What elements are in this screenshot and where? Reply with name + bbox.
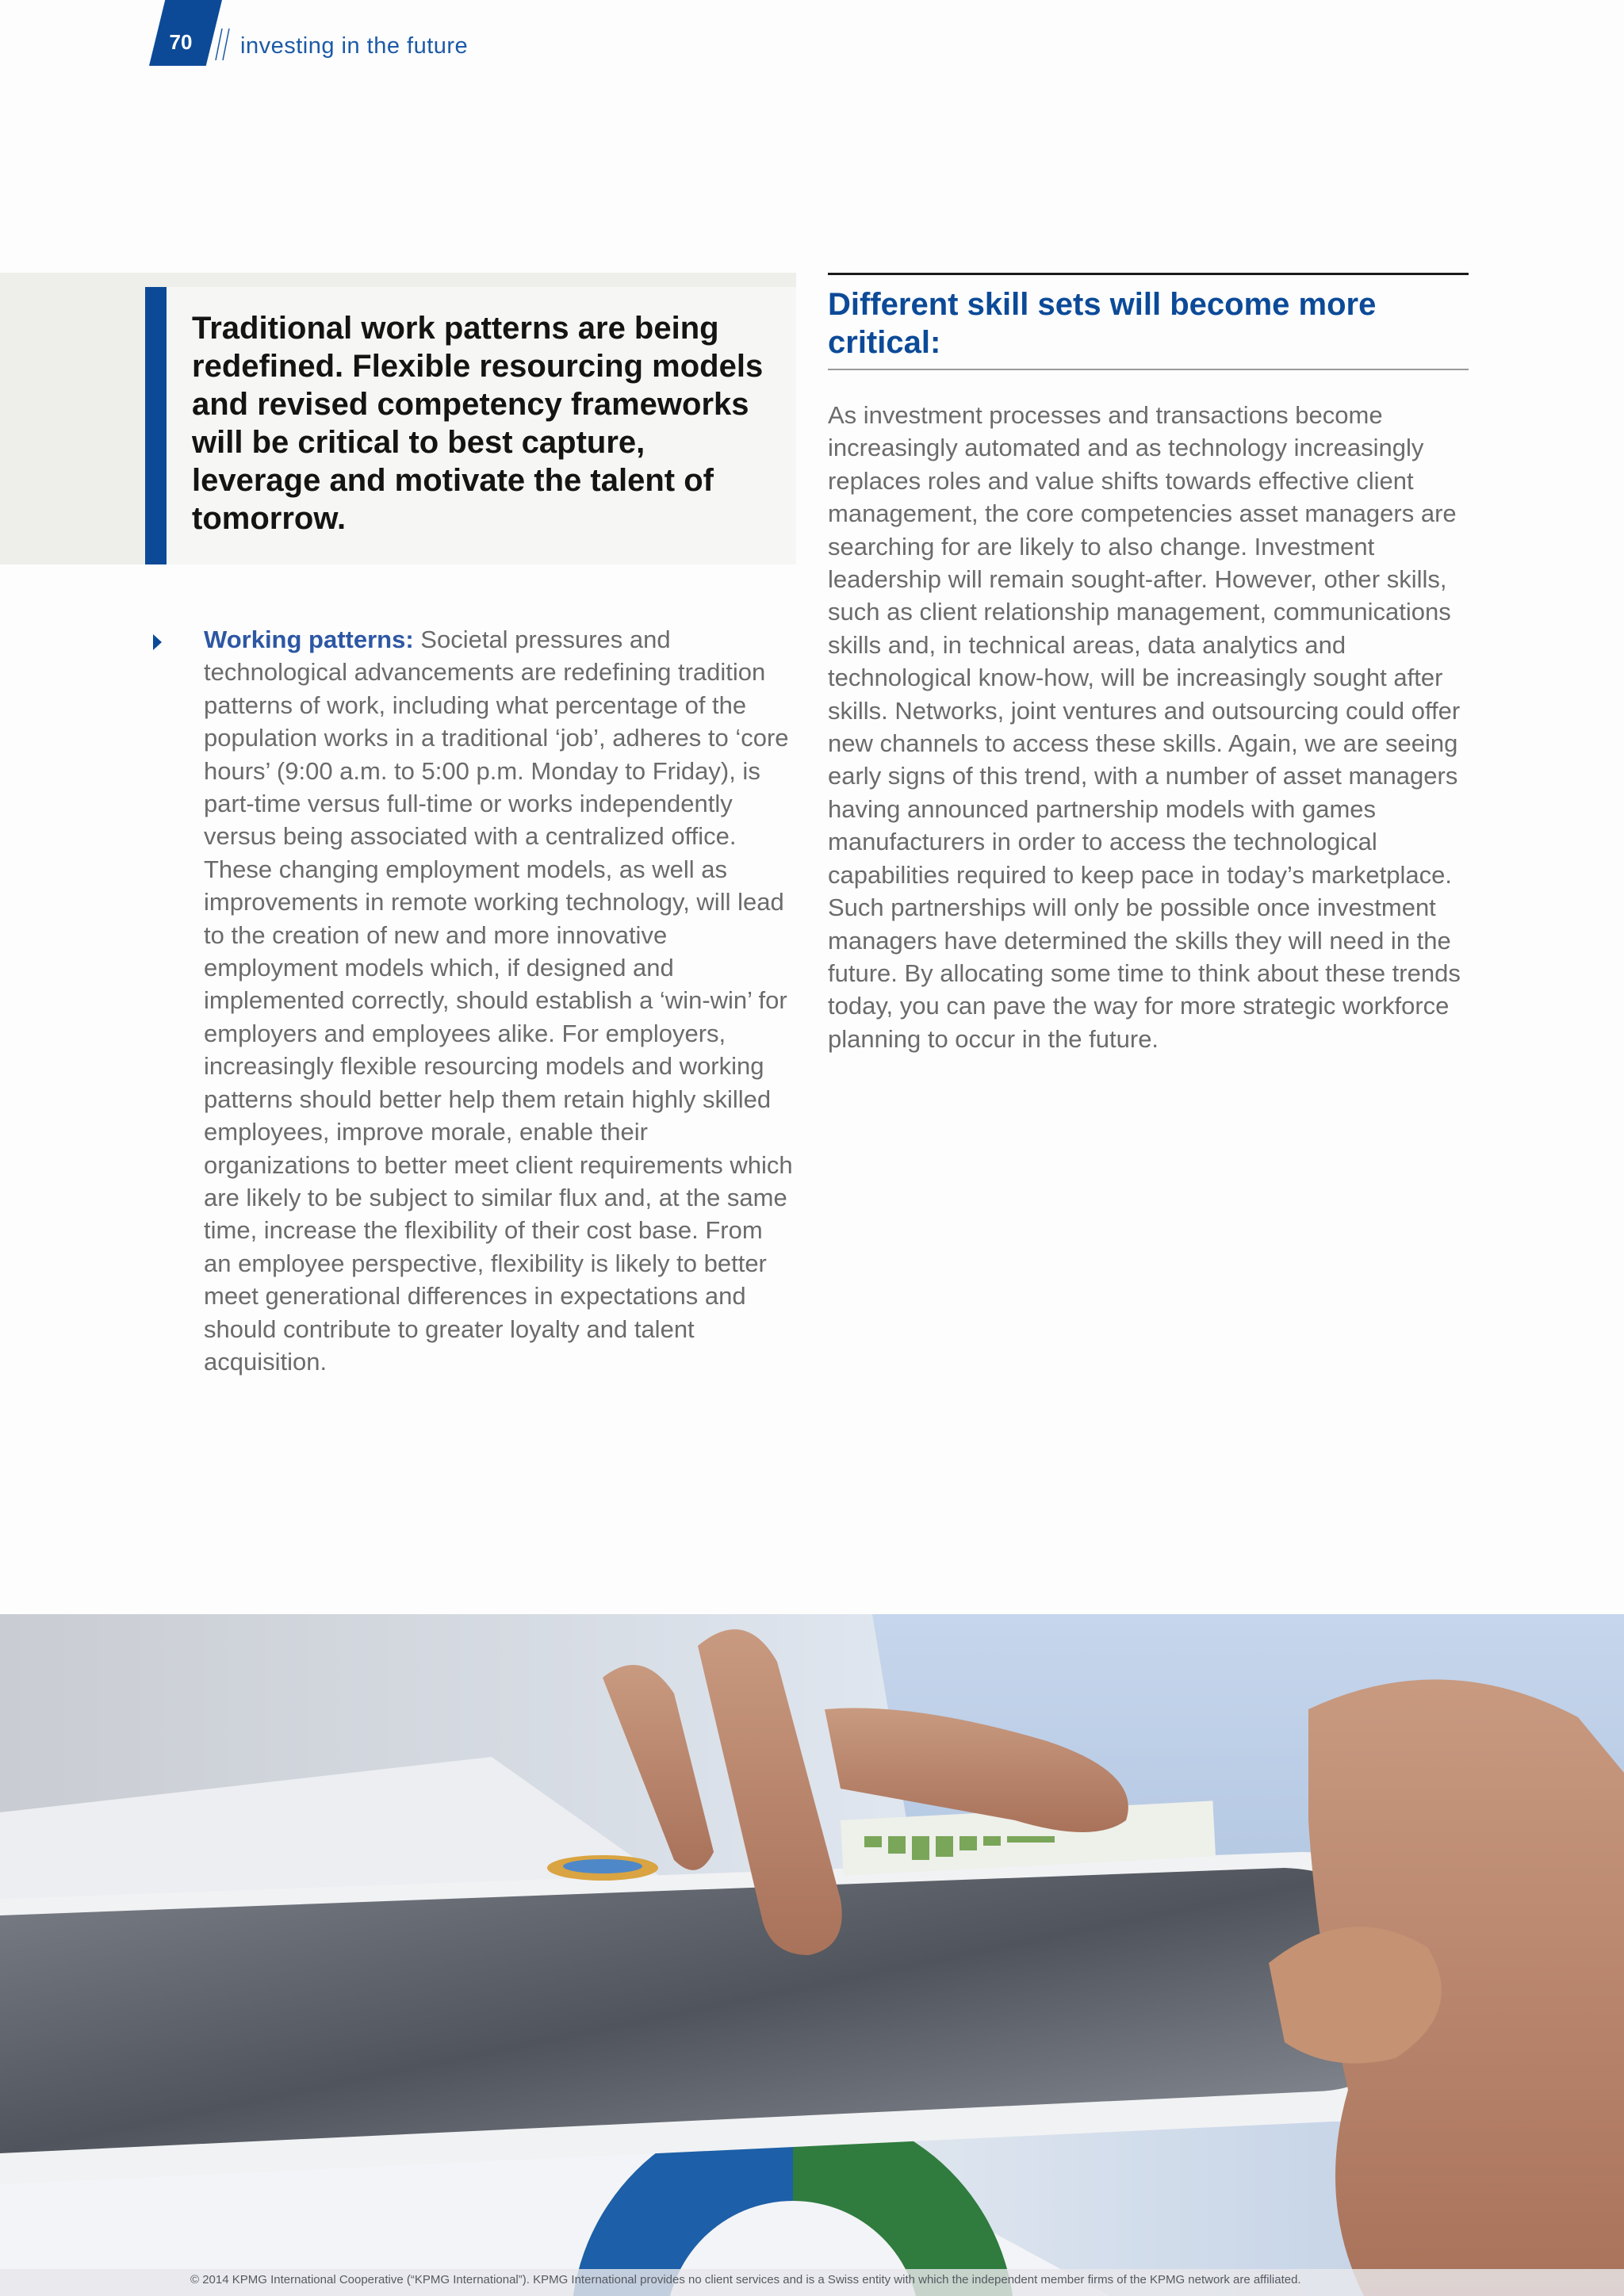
tablet-photo [0,1614,1624,2296]
heading-top-rule [828,273,1469,275]
callout-quote: Traditional work patterns are being redefined. Flexible resourcing models and revised competency frameworks will be critical to best capture, leverage and motivate the talent of tomorrow. [192,311,764,536]
double-slash-divider [214,27,232,62]
callout-accent-bar [145,287,167,564]
tablet-photo-illustration [0,1614,1624,2296]
section-title: investing in the future [240,33,469,59]
bullet-arrow-icon [153,634,162,650]
page-number: 70 [169,30,193,54]
footer-copyright: © 2014 KPMG International Cooperative (“KPMG International”). KPMG International provides no client services and is a Swiss entity with which the independent member firms of the KPMG network are affiliated. [190,2273,1301,2286]
lead-term: Working patterns: [204,626,414,653]
heading-bottom-rule [828,369,1469,370]
working-patterns-body: Societal pressures and technological advancements are redefining tradition patterns of work, including what percentage of the population works in a traditional ‘job’, adheres to ‘core hours’ (9:00 a.m. to 5:00 p.m. Monday to Friday), is part-time versus full-time or works independently versus being associated with a centralized office. These changing employment models, as well as improvements in remote working technology, will lead to the creation of new and more innovative employment models which, if designed and implemented correctly, should establish a ‘win-win’ for employers and employees alike. For employers, increasingly flexible resourcing models and working patterns should better help them retain highly skilled employees, improve morale, enable their organizations to better meet client requirements which are likely to be subject to similar flux and, at the same time, increase the flexibility of their cost base. From an employee perspective, flexibility is likely to better meet generational differences in expectations and should contribute to greater loyalty and talent acquisition. [204,626,793,1376]
section-heading: Different skill sets will become more critical: [828,287,1377,360]
skill-sets-paragraph: As investment processes and transactions become increasingly automated and as technology increasingly replaces roles and value shifts towards effective client management, the core competencies asset managers are searching for are likely to also change. Investment leadership will remain sought-after. However, other skills, such as client relationship management, communications skills and, in technical areas, data analytics and technological know-how, will be increasingly sought after skills. Networks, joint ventures and outsourcing could offer new channels to access these skills. Again, we are seeing early signs of this trend, with a number of asset managers having announced partnership models with games manufacturers in order to access the technological capabilities required to keep pace in today’s marketplace. Such partnerships will only be possible once investment managers have determined the skills they will need in the future. By allocating some time to think about these trends today, you can pave the way for more strategic workforce planning to occur in the future. [828,401,1461,1053]
working-patterns-paragraph [204,623,795,1378]
